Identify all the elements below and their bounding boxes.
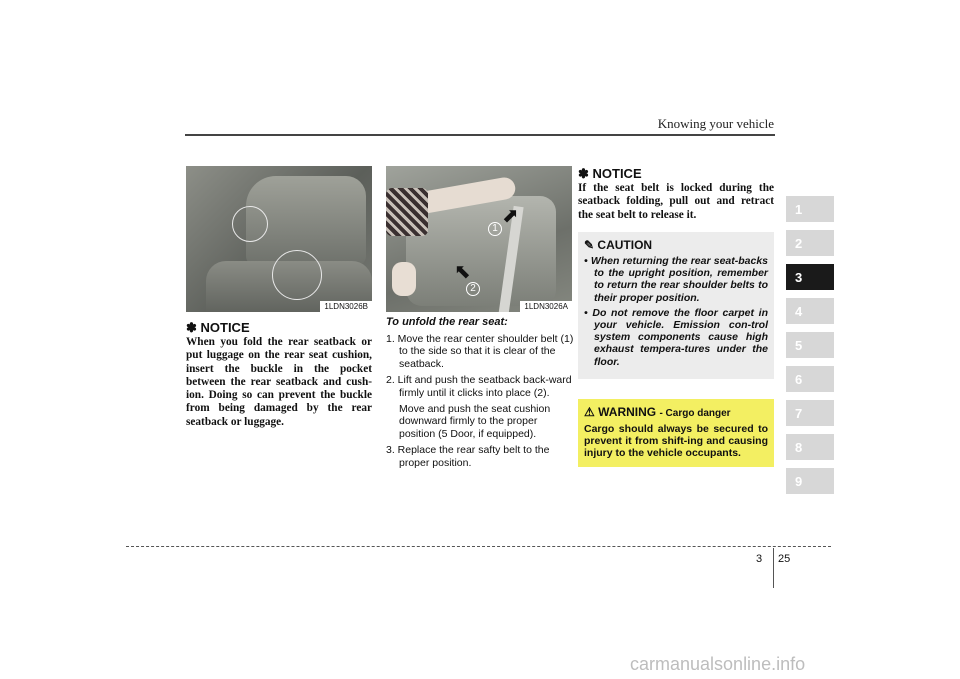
caution-item: • Do not remove the floor carpet in your vehicle. Emission con-trol system components cause high exhaust tempera-tures under the floor. (584, 306, 769, 368)
chapter-tab-7[interactable]: 7 (786, 400, 834, 426)
notice-text: When you fold the rear seatback or put luggage on the rear seat cushion, insert the buckle in the pocket between the rear seatback and cush-ion. Doing so can prevent the buckle from being damaged by the rear seatback or luggage. (186, 336, 372, 428)
image-label: 1LDN3026A (520, 301, 572, 312)
chapter-tab-3[interactable]: 3 (786, 264, 834, 290)
highlight-circle-upper (232, 206, 268, 242)
step-2-detail: Move and push the seat cushion downward firmly to the proper position (5 Door, if equipped). (399, 403, 551, 440)
chapter-tab-8[interactable]: 8 (786, 434, 834, 460)
warning-text: Cargo should always be secured to prevent it from shift-ing and causing injury to the vehicle occupants. (584, 422, 768, 460)
right-column (578, 166, 774, 467)
header-rule (185, 134, 775, 136)
page-chapter: 3 (756, 553, 763, 565)
warning-box (578, 399, 774, 468)
chapter-tab-4[interactable]: 4 (786, 298, 834, 324)
callout-1: 1 (488, 222, 502, 236)
notice-text: If the seat belt is locked during the seatback folding, pull out and retract the seat belt to release it. (578, 182, 774, 221)
page-number: 25 (778, 553, 791, 565)
caution-box (578, 232, 774, 379)
arrow-up-right-icon: ⬈ (502, 205, 519, 227)
image-label: 1LDN3026B (320, 301, 372, 312)
running-header: Knowing your vehicle (657, 116, 774, 131)
unfold-heading: To unfold the rear seat: (386, 316, 508, 328)
footer-rule (126, 546, 831, 547)
pencil-icon: ✎ (584, 237, 595, 252)
step-2: 2. Lift and push the seatback back-ward firmly until it clicks into place (2). (386, 374, 572, 399)
step-3: 3. Replace the rear safty belt to the proper position. (386, 444, 550, 469)
left-column (186, 166, 372, 429)
arrow-up-left-icon: ⬉ (454, 261, 471, 283)
watermark: carmanualsonline.info (630, 654, 806, 674)
chapter-tab-6[interactable]: 6 (786, 366, 834, 392)
chapter-tab-2[interactable]: 2 (786, 230, 834, 256)
footer-divider (773, 548, 774, 588)
rear-seat-buckle-photo (186, 166, 372, 312)
warning-triangle-icon: ⚠ (584, 404, 595, 419)
middle-column (386, 166, 574, 473)
chapter-tab-1[interactable]: 1 (786, 196, 834, 222)
caution-title: ✎ CAUTION (584, 237, 653, 252)
chapter-tabs (786, 196, 834, 502)
notice-title: ✽ NOTICE (186, 320, 250, 335)
caution-item: • When returning the rear seat-backs to the upright position, remember to return the rear shoulder belts to their proper position. (584, 254, 769, 304)
step-1: 1. Move the rear center shoulder belt (1) to the side so that it is clear of the seatback. (386, 333, 574, 370)
chapter-tab-5[interactable]: 5 (786, 332, 834, 358)
chapter-tab-9[interactable]: 9 (786, 468, 834, 494)
highlight-circle-lower (272, 250, 322, 300)
notice-title: ✽ NOTICE (578, 166, 642, 181)
callout-2: 2 (466, 282, 480, 296)
unfold-seat-photo (386, 166, 572, 312)
warning-title: ⚠ WARNING - Cargo danger (584, 404, 731, 419)
